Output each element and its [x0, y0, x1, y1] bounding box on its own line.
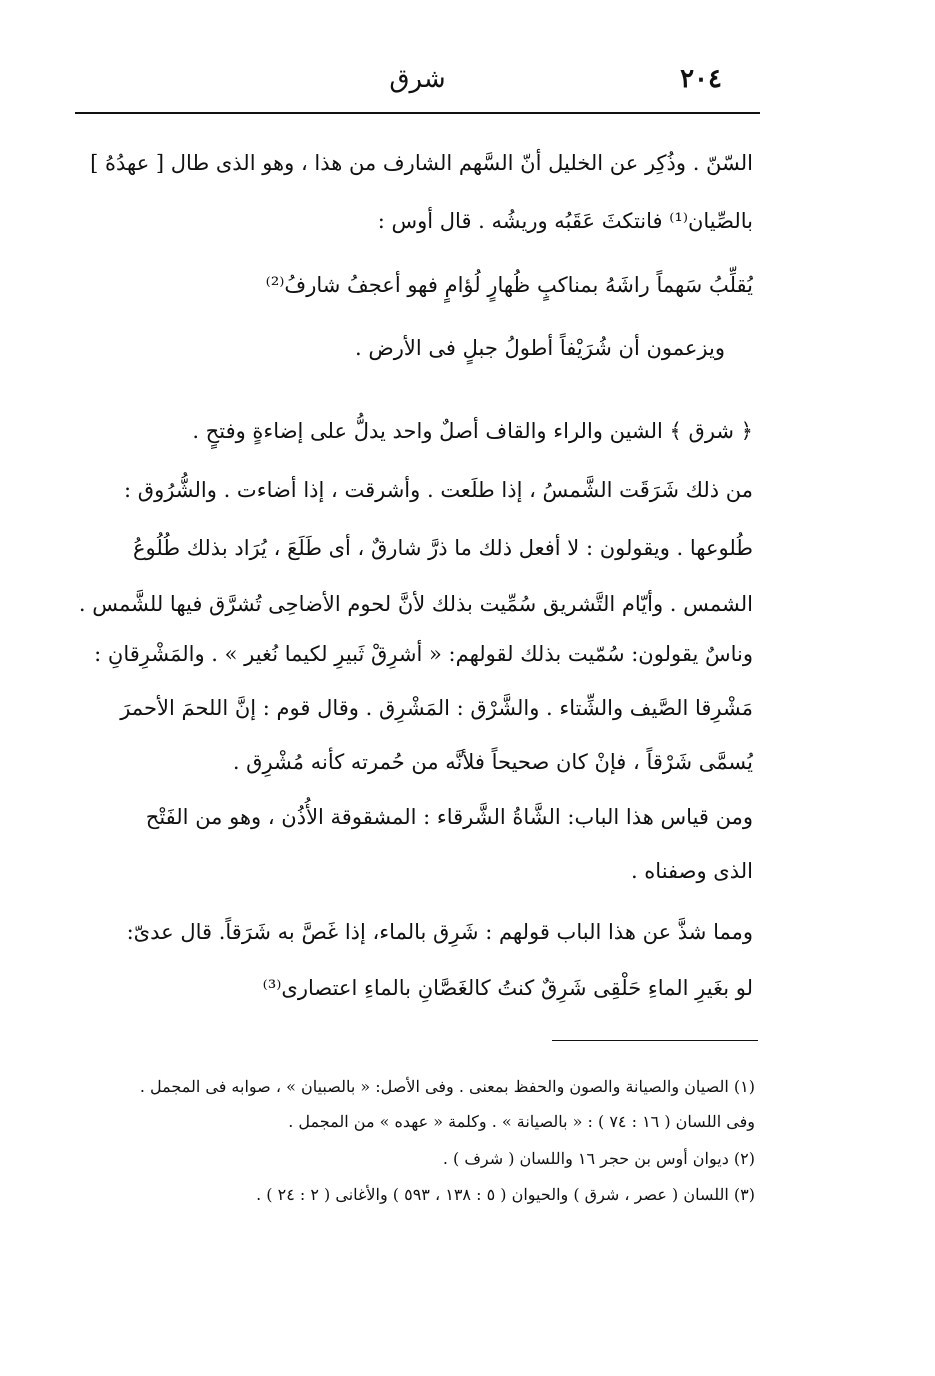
text-line: بالصِّيان⁽¹⁾ فانتكثَ عَقَبُه وريشُه . قال أوس :	[377, 209, 753, 233]
text-line: الشمس . وأيّام التَّشريق سُمِّيت بذلك لأنَّ لحوم الأضاحِى تُشرَّق فيها للشَّمس .	[78, 592, 753, 616]
footnote: (١) الصيان والصيانة والصون والحفظ بمعنى . وفى الأصل: « بالصبيان » ، صوابه فى المجمل .	[139, 1077, 755, 1096]
text-line: السّنّ . وذُكِر عن الخليل أنّ السَّهم الشارف من هذا ، وهو الذى طال [ عهدُهُ ]	[90, 151, 753, 175]
text-line: مَشْرِقا الصَّيف والشِّتاء . والشَّرْق : المَشْرِق . وقال قوم : إنَّ اللحمَ الأحمرَ	[120, 696, 753, 720]
text-line: ويزعمون أن شُرَيْفاً أطولُ جبلٍ فى الأرض .	[355, 336, 725, 360]
entry-text: ﴿ شرق ﴾ الشين والراء والقاف أصلٌ واحد يدلُّ على إضاءةٍ وفتحٍ .	[192, 419, 753, 443]
verse-line: يُقلِّبُ سَهماً راشَهُ بمناكبٍ ظُهارٍ لُؤامٍ فهو أعجفُ شارفُ⁽²⁾	[265, 273, 753, 297]
verse-line: لو بغَيرِ الماءِ حَلْقِى شَرِقٌ كنتُ كالغَصَّانِ بالماءِ اعتصارى⁽³⁾	[262, 976, 753, 1000]
text-line: ومن قياس هذا الباب: الشَّاةُ الشَّرقاء : المشقوقة الأُذُن ، وهو من الفَتْح	[145, 805, 753, 829]
page-header	[75, 62, 760, 106]
text-line: الذى وصفناه .	[630, 859, 753, 883]
header-rule	[75, 112, 760, 114]
footnote: (٣) اللسان ( عصر ، شرق ) والحيوان ( ٥ : ١٣٨ ، ٥٩٣ ) والأغانى ( ٢ : ٢٤ ) .	[256, 1185, 755, 1204]
page-number: ٢٠٤	[680, 64, 722, 94]
footnote: وفى اللسان ( ١٦ : ٧٤ ) : « بالصيانة » . وكلمة « عهده » من المجمل .	[288, 1112, 755, 1131]
text-line: من ذلك شَرَقَت الشَّمسُ ، إذا طلَعت . وأشرقت ، إذا أضاءت . والشُّرُوق :	[124, 478, 753, 502]
footnote: (٢) ديوان أوس بن حجر ١٦ واللسان ( شرف ) .	[442, 1149, 755, 1168]
text-line: وناسٌ يقولون: سُمّيت بذلك لقولهم: « أشرِقْ ثَبيرِ لكيما نُغير » . والمَشْرِقانِ :	[94, 642, 753, 666]
text-line: يُسمَّى شَرْقاً ، فإنْ كان صحيحاً فلأنَّه من حُمرته كأنه مُشْرِق .	[232, 750, 753, 774]
text-line: ومما شذَّ عن هذا الباب قولهم : شَرِق بالماء، إذا غَصَّ به شَرَقاً. قال عدىّ:	[126, 920, 753, 944]
text-line: طُلوعها . ويقولون : لا أفعل ذلك ما ذرَّ شارقٌ ، أى طَلَعَ ، يُرَاد بذلك طُلُوعُ	[132, 536, 753, 560]
running-title: شرق	[389, 64, 446, 94]
footnote-rule	[552, 1040, 758, 1041]
entry-opening-line	[75, 410, 753, 450]
